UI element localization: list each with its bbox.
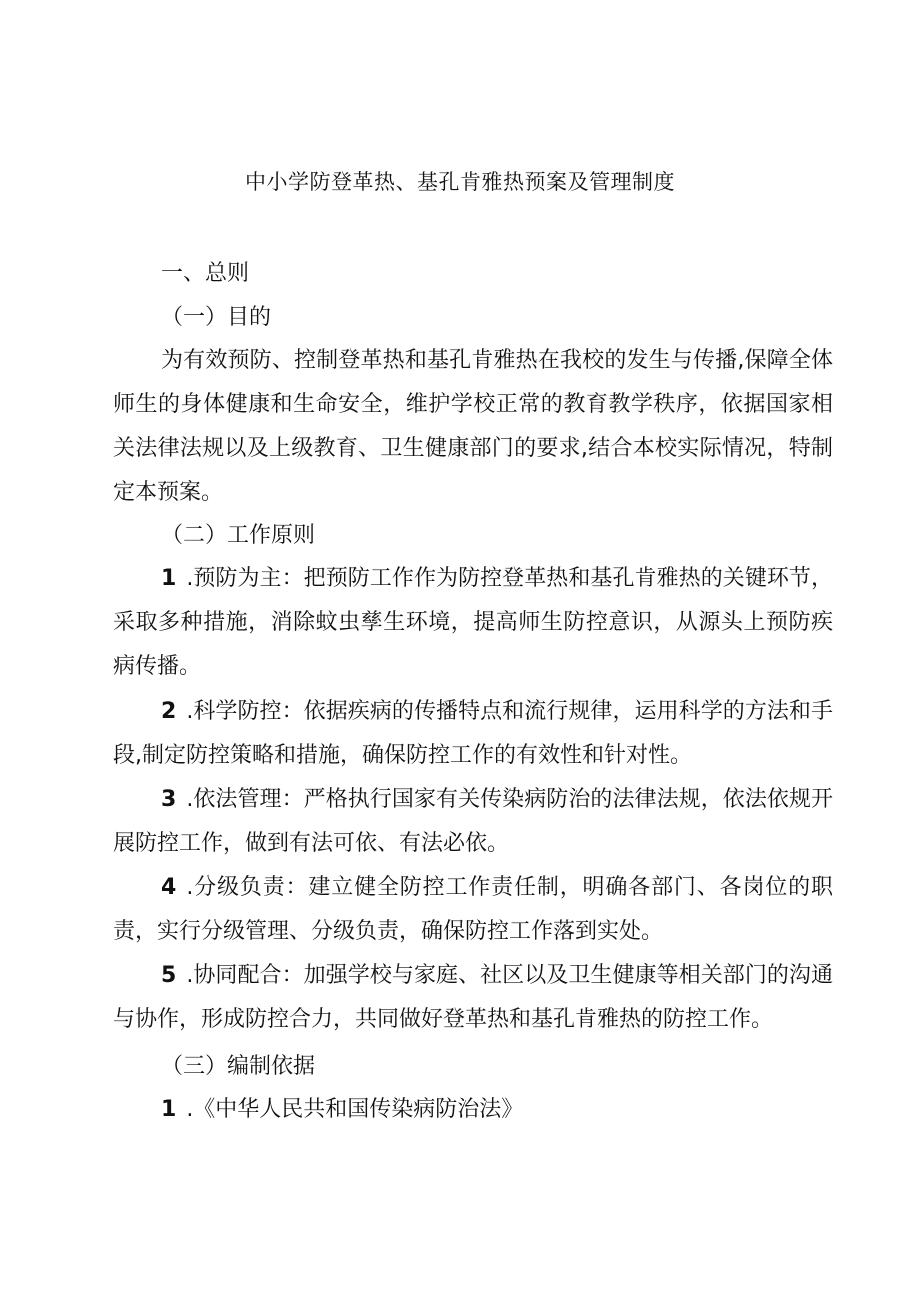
principle-text: .预防为主：把预防工作作为防控登革热和基孔肯雅热的关键环节，采取多种措施，消除蚊虫孳生环境，提高师生防控意识，从源头上预防疾病传播。 [113, 566, 833, 679]
principle-item [113, 778, 833, 866]
principle-text: .科学防控：依据疾病的传播特点和流行规律，运用科学的方法和手段,制定防控策略和措施，确保防控工作的有效性和针对性。 [113, 699, 833, 768]
principle-text: .协同配合：加强学校与家庭、社区以及卫生健康等相关部门的沟通与协作，形成防控合力，共同做好登革热和基孔肯雅热的防控工作。 [113, 963, 833, 1032]
basis-number: 1 [161, 1097, 177, 1122]
principle-item [113, 954, 833, 1042]
principle-item [113, 690, 833, 778]
principle-number: 2 [161, 699, 177, 724]
basis-text: .《中华人民共和国传染病防治法》 [186, 1097, 524, 1122]
principle-item [113, 557, 833, 689]
principle-number: 4 [161, 875, 177, 900]
subsection-heading-basis: （三）编制依据 [161, 1054, 316, 1079]
basis-item [113, 1088, 833, 1132]
principle-number: 3 [161, 787, 177, 812]
subsection-heading-purpose: （一）目的 [161, 305, 272, 330]
principle-number: 5 [161, 963, 177, 988]
section-heading-general: 一、总则 [161, 261, 250, 286]
purpose-paragraph: 为有效预防、控制登革热和基孔肯雅热在我校的发生与传播,保障全体师生的身体健康和生命安全，维护学校正常的教育教学秩序，依据国家相关法律法规以及上级教育、卫生健康部门的要求,结合本校实际情况，特制定本预案。 [113, 348, 833, 505]
principle-number: 1 [161, 566, 177, 591]
principle-text: .分级负责：建立健全防控工作责任制，明确各部门、各岗位的职责，实行分级管理、分级负责，确保防控工作落到实处。 [113, 875, 833, 944]
principle-text: .依法管理：严格执行国家有关传染病防治的法律法规，依法依规开展防控工作，做到有法可依、有法必依。 [113, 787, 833, 856]
document-title: 中小学防登革热、基孔肯雅热预案及管理制度 [245, 170, 675, 194]
principle-item [113, 866, 833, 954]
subsection-heading-principles: （二）工作原则 [161, 523, 316, 548]
